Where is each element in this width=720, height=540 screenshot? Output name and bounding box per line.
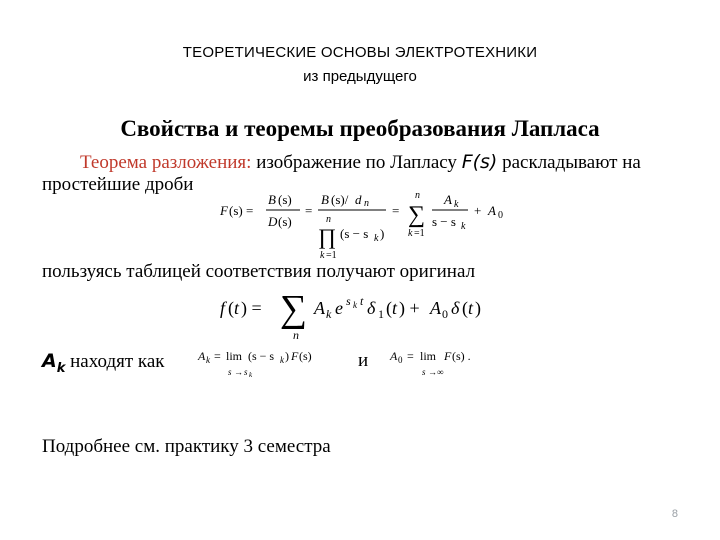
svg-text:d: d	[355, 192, 362, 207]
svg-text:(s − s: (s − s	[340, 226, 369, 241]
svg-text:=1: =1	[414, 228, 425, 239]
svg-text:=: =	[305, 203, 313, 218]
svg-text:(: (	[386, 298, 392, 318]
svg-text:k: k	[353, 300, 357, 310]
svg-text:s: s	[228, 367, 232, 377]
theorem-tail: раскладывают на	[497, 152, 641, 173]
svg-text:k: k	[320, 250, 325, 261]
theorem-line	[80, 151, 641, 174]
svg-text:e: e	[335, 298, 343, 318]
svg-text:(: (	[228, 298, 234, 318]
header-subtitle: из предыдущего	[303, 68, 417, 85]
svg-text:n: n	[326, 214, 331, 225]
svg-text:∑: ∑	[408, 202, 426, 228]
svg-text:k: k	[326, 307, 332, 321]
svg-text:δ: δ	[367, 298, 376, 318]
svg-text:): )	[475, 298, 481, 318]
svg-text:(s): (s)	[278, 192, 292, 207]
svg-text:∏: ∏	[318, 224, 337, 249]
svg-text:k: k	[374, 233, 379, 244]
ak-limit-formula	[196, 346, 346, 382]
svg-text:1: 1	[378, 307, 384, 321]
svg-text:→: →	[234, 367, 243, 377]
and-text: и	[358, 350, 369, 371]
footer-note: Подробнее см. практику 3 семестра	[42, 436, 331, 457]
svg-text:t: t	[392, 298, 398, 318]
svg-text:=: =	[214, 349, 221, 363]
svg-text:s: s	[346, 294, 351, 308]
a0-limit-formula	[388, 346, 508, 382]
svg-text:A: A	[390, 349, 398, 363]
svg-text:(: (	[462, 298, 468, 318]
ak-subscript: k	[56, 360, 66, 376]
svg-text:+: +	[474, 203, 482, 218]
svg-text:=: =	[407, 349, 414, 363]
svg-text:) +: ) +	[399, 298, 420, 318]
svg-text:0: 0	[398, 355, 403, 365]
svg-text:k: k	[249, 371, 253, 379]
ak-line	[42, 350, 165, 376]
svg-text:(s)/: (s)/	[331, 192, 349, 207]
svg-text:(s − s: (s − s	[248, 349, 275, 363]
svg-text:B: B	[321, 192, 329, 207]
svg-text:δ: δ	[451, 298, 460, 318]
svg-text:t: t	[360, 294, 364, 308]
svg-text:s − s: s − s	[432, 214, 456, 229]
svg-text:k: k	[206, 355, 210, 365]
svg-text:k: k	[280, 355, 284, 365]
theorem-symbol: F(s)	[461, 151, 498, 173]
ak-symbol: A	[42, 350, 57, 372]
theorem-label: Теорема разложения:	[80, 152, 252, 173]
svg-text:A: A	[198, 349, 206, 363]
svg-text:0: 0	[442, 307, 448, 321]
original-line: пользуясь таблицей соответствия получают оригинал	[42, 261, 476, 282]
svg-text:k: k	[408, 228, 413, 239]
svg-text:B: B	[268, 192, 276, 207]
svg-text:F: F	[220, 203, 228, 218]
svg-text:n: n	[364, 198, 369, 209]
svg-text:A: A	[444, 192, 452, 207]
svg-text:0: 0	[498, 210, 503, 221]
svg-text:(s) =: (s) =	[229, 203, 254, 218]
fractions-line: простейшие дроби	[42, 174, 194, 195]
svg-text:(s): (s)	[299, 349, 312, 363]
svg-text:s: s	[244, 367, 248, 377]
svg-text:∑: ∑	[280, 288, 308, 330]
svg-text:lim: lim	[226, 349, 243, 363]
svg-text:k: k	[454, 199, 459, 210]
ak-text: находят как	[65, 351, 165, 372]
svg-text:D: D	[268, 214, 278, 229]
svg-text:lim: lim	[420, 349, 437, 363]
page-number: 8	[671, 508, 678, 520]
svg-text:) =: ) =	[241, 298, 262, 318]
svg-text:k: k	[461, 221, 466, 232]
svg-text:n: n	[415, 190, 420, 201]
original-formula	[218, 283, 518, 343]
svg-text:t: t	[234, 298, 240, 318]
slide-title: Свойства и теоремы преобразования Лапласа	[120, 116, 600, 141]
svg-text:n: n	[293, 328, 299, 342]
svg-text:f: f	[220, 298, 226, 318]
svg-text:=: =	[392, 203, 400, 218]
svg-text:A: A	[488, 203, 496, 218]
svg-text:): )	[380, 226, 385, 241]
expansion-formula	[218, 186, 518, 266]
header-title: ТЕОРЕТИЧЕСКИЕ ОСНОВЫ ЭЛЕКТРОТЕХНИКИ	[182, 44, 538, 61]
svg-text:F: F	[291, 349, 299, 363]
svg-text:(s) .: (s) .	[452, 349, 471, 363]
svg-text:(s): (s)	[278, 214, 292, 229]
svg-text:s: s	[422, 367, 426, 377]
svg-text:): )	[285, 349, 289, 363]
svg-text:F: F	[444, 349, 452, 363]
svg-text:A: A	[430, 298, 441, 318]
theorem-text: изображение по Лапласу	[251, 152, 462, 173]
svg-text:A: A	[314, 298, 325, 318]
svg-text:→∞: →∞	[428, 367, 444, 377]
svg-text:t: t	[468, 298, 474, 318]
svg-text:=1: =1	[326, 250, 337, 261]
